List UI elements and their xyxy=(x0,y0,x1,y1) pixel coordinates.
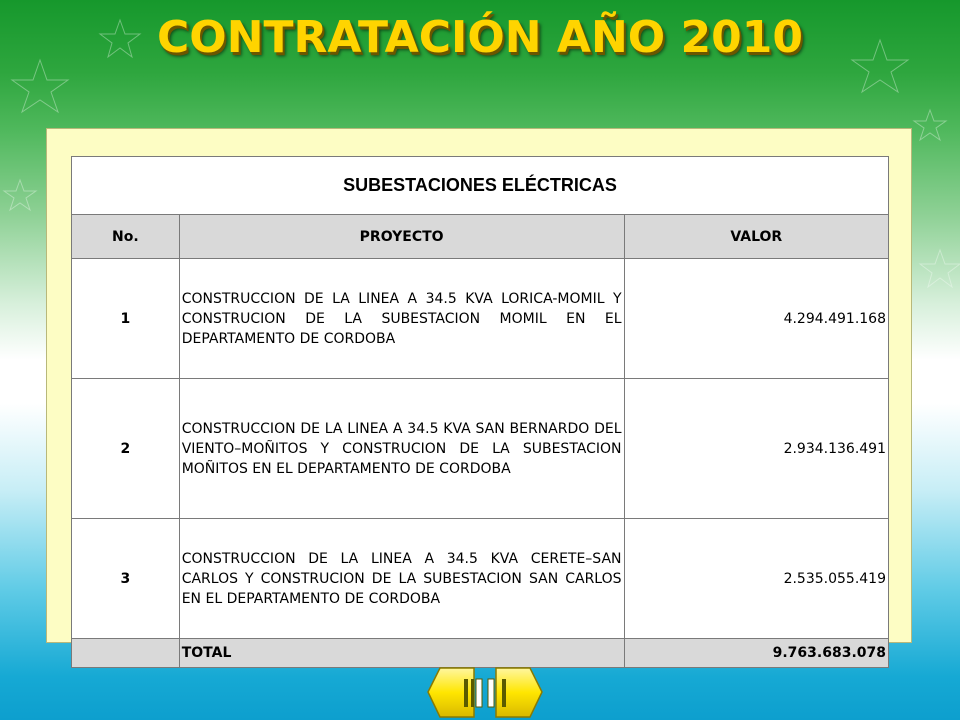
table-row xyxy=(72,259,889,379)
total-label: TOTAL xyxy=(179,639,624,668)
table-caption: SUBESTACIONES ELÉCTRICAS xyxy=(72,157,889,215)
total-blank-cell xyxy=(72,639,180,668)
row-project: CONSTRUCCION DE LA LINEA A 34.5 KVA SAN BERNARDO DEL VIENTO–MOÑITOS Y CONSTRUCION DE LA SUBESTACION MOÑITOS EN EL DEPARTAMENTO DE CORDOBA xyxy=(179,379,624,519)
slide-navigation xyxy=(426,665,546,720)
row-project: CONSTRUCCION DE LA LINEA A 34.5 KVA CERETE–SAN CARLOS Y CONSTRUCION DE LA SUBESTACION SAN CARLOS EN EL DEPARTAMENTO DE CORDOBA xyxy=(179,519,624,639)
total-value: 9.763.683.078 xyxy=(624,639,888,668)
table-row xyxy=(72,379,889,519)
header-value: VALOR xyxy=(624,215,888,259)
arrow-left-icon[interactable] xyxy=(426,665,484,720)
table-header-row xyxy=(72,215,889,259)
row-value: 4.294.491.168 xyxy=(624,259,888,379)
slide-title: CONTRATACIÓN AÑO 2010 xyxy=(157,12,803,63)
row-value: 2.934.136.491 xyxy=(624,379,888,519)
row-number: 2 xyxy=(72,379,180,519)
table-row xyxy=(72,519,889,639)
row-number: 1 xyxy=(72,259,180,379)
row-value: 2.535.055.419 xyxy=(624,519,888,639)
arrow-right-icon[interactable] xyxy=(486,665,544,720)
header-project: PROYECTO xyxy=(179,215,624,259)
contracts-table xyxy=(71,156,889,668)
header-no: No. xyxy=(72,215,180,259)
row-number: 3 xyxy=(72,519,180,639)
row-project: CONSTRUCCION DE LA LINEA A 34.5 KVA LORICA-MOMIL Y CONSTRUCION DE LA SUBESTACION MOMIL EN EL DEPARTAMENTO DE CORDOBA xyxy=(179,259,624,379)
total-row xyxy=(72,639,889,668)
